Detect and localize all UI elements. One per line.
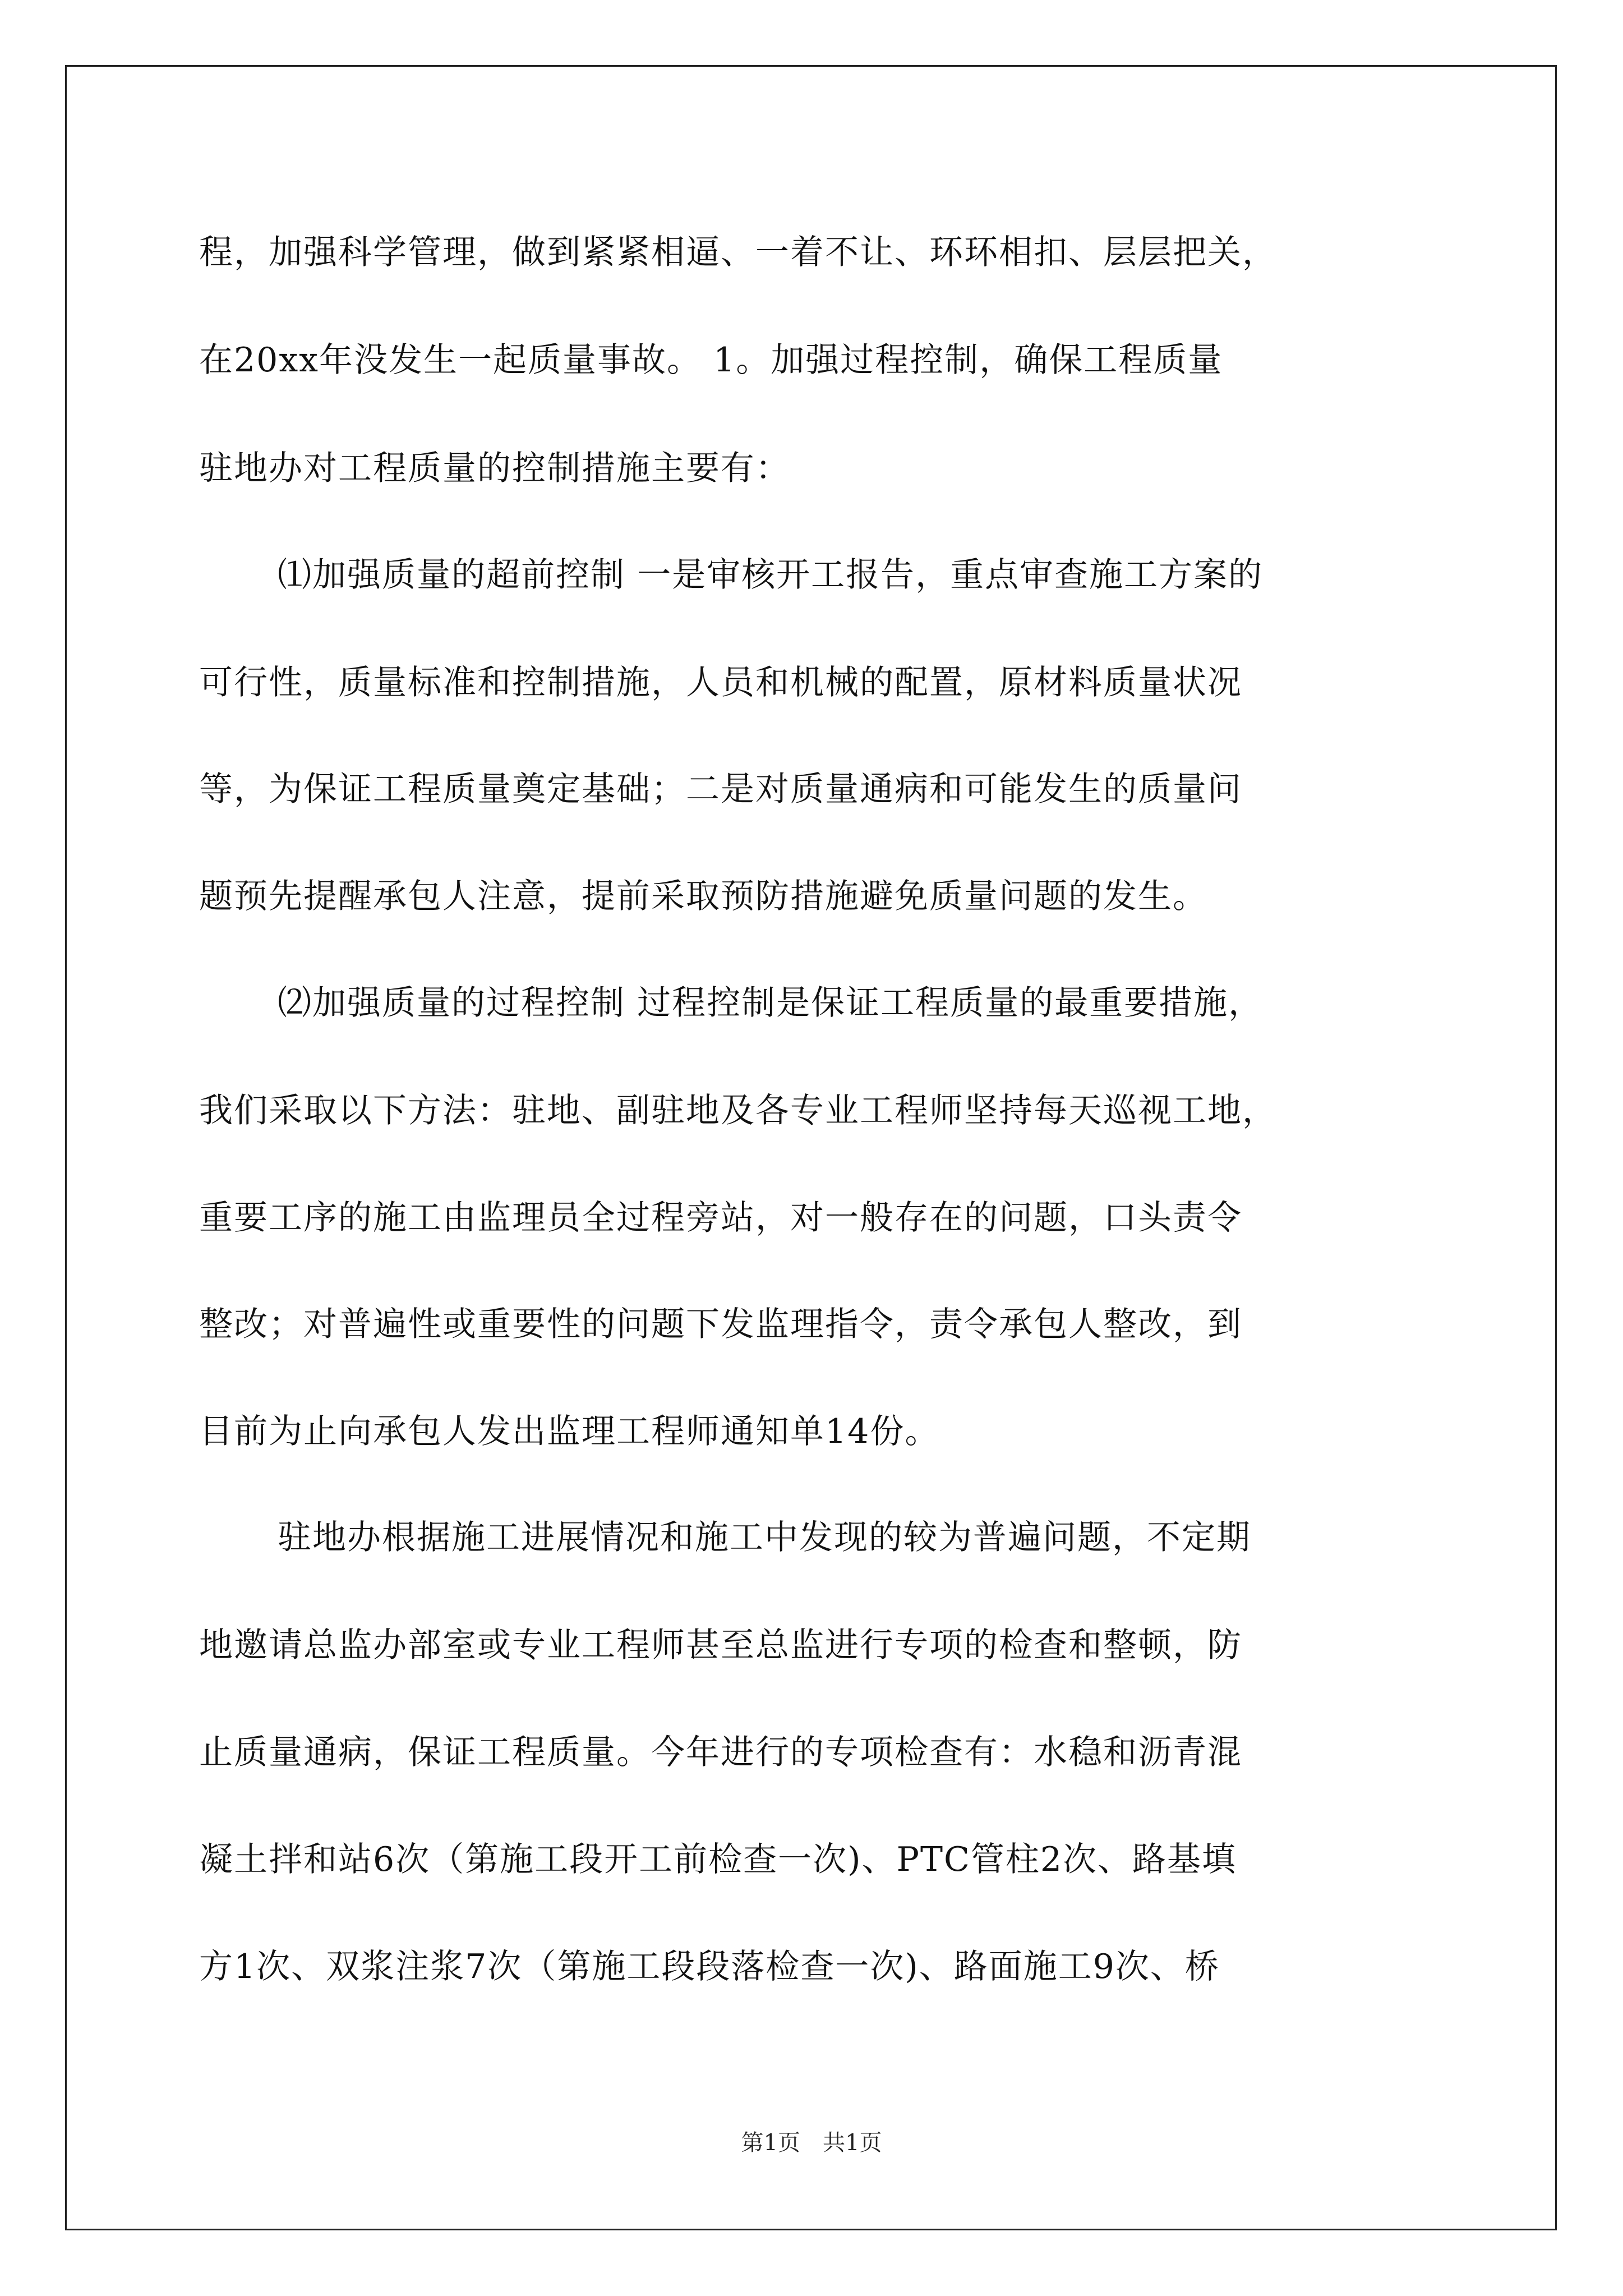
text-line: 题预先提醒承包人注意，提前采取预防措施避免质量问题的发生。 [199, 877, 1207, 916]
text-line: 凝土拌和站6次（第施工段开工前检查一次)、PTC管柱2次、路基填 [199, 1840, 1237, 1879]
text-line: 目前为止向承包人发出监理工程师通知单14份。 [199, 1412, 940, 1451]
text-line: 重要工序的施工由监理员全过程旁站，对一般存在的问题，口头责令 [199, 1198, 1242, 1237]
text-line: 驻地办对工程质量的控制措施主要有： [199, 449, 790, 488]
text-line: 整改；对普遍性或重要性的问题下发监理指令，责令承包人整改，到 [199, 1305, 1242, 1344]
text-line: 在20xx年没发生一起质量事故。 1。加强过程控制，确保工程质量 [199, 341, 1223, 380]
text-line: 程，加强科学管理，做到紧紧相逼、一着不让、环环相扣、层层把关， [199, 233, 1277, 272]
text-line: 我们采取以下方法：驻地、副驻地及各专业工程师坚持每天巡视工地， [199, 1091, 1277, 1130]
page-number-footer: 第1页 共1页 [741, 2130, 882, 2156]
paragraph-start-line: ⑵加强质量的过程控制 过程控制是保证工程质量的最重要措施， [278, 983, 1264, 1023]
text-line: 地邀请总监办部室或专业工程师甚至总监进行专项的检查和整顿，防 [199, 1626, 1242, 1665]
text-line: 等，为保证工程质量奠定基础；二是对质量通病和可能发生的质量问 [199, 770, 1242, 809]
text-line: 方1次、双浆注浆7次（第施工段段落检查一次)、路面施工9次、桥 [199, 1947, 1220, 1986]
text-line: 可行性，质量标准和控制措施，人员和机械的配置，原材料质量状况 [199, 663, 1242, 702]
text-line: 止质量通病，保证工程质量。今年进行的专项检查有：水稳和沥青混 [199, 1733, 1242, 1772]
page-border [65, 65, 1557, 2230]
paragraph-start-line: ⑴加强质量的超前控制 一是审核开工报告，重点审查施工方案的 [278, 555, 1264, 595]
paragraph-start-line: 驻地办根据施工进展情况和施工中发现的较为普遍问题，不定期 [278, 1518, 1251, 1557]
